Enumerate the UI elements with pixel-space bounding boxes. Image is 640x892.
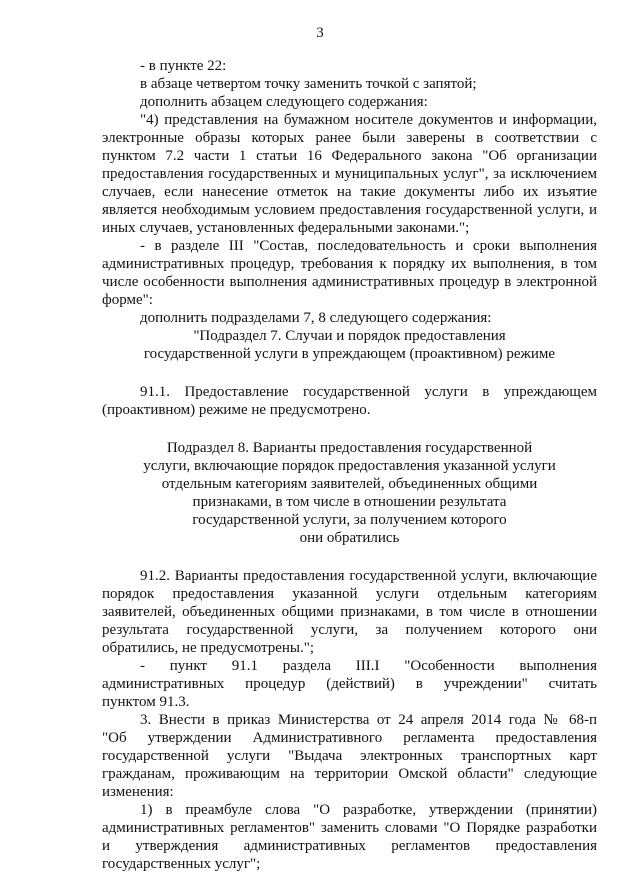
text-line: "Об утверждении Административного регламента предоставления	[102, 730, 597, 746]
text-line: дополнить подразделами 7, 8 следующего содержания:	[140, 310, 492, 326]
document-body	[102, 57, 597, 873]
heading-line: государственной услуги, за получением которого	[192, 512, 507, 528]
text-line: числе особенности выполнения административных процедур в электронной	[102, 274, 597, 290]
heading-line: государственной услуги в упреждающем (проактивном) режиме	[143, 346, 556, 362]
heading-line: отдельным категориям заявителей, объединенных общими	[161, 476, 538, 492]
text-line: - в разделе III "Состав, последовательность и сроки выполнения	[140, 238, 597, 254]
spacer	[102, 419, 597, 439]
text-line: предоставления государственных и муниципальных услуг", за исключением	[102, 166, 597, 182]
heading-line: услуги, включающие порядок предоставления указанной услуги	[143, 458, 556, 474]
text-line: обратились, не предусмотрены.";	[102, 640, 315, 656]
text-line: дополнить абзацем следующего содержания:	[140, 94, 428, 110]
text-line: государственных услуг";	[102, 856, 261, 872]
text-line: административных регламентов" заменить словами "О Порядке разработки	[102, 820, 597, 836]
text-line: является необходимым условием предоставления государственной услуги, и	[102, 202, 597, 218]
text-line: изменения:	[102, 784, 174, 800]
text-line: в абзаце четвертом точку заменить точкой с запятой;	[140, 76, 477, 92]
text-line: 3. Внести в приказ Министерства от 24 апреля 2014 года № 68-п	[140, 712, 597, 728]
text-line: порядок предоставления указанной услуги отдельным категориям	[102, 586, 597, 602]
text-line: 91.2. Варианты предоставления государственной услуги, включающие	[140, 568, 597, 584]
text-line: иных случаев, установленных федеральными законами.";	[102, 220, 470, 236]
text-line: 91.1. Предоставление государственной услуги в упреждающем	[140, 384, 597, 400]
text-line: результата государственной услуги, за получением которого они	[102, 622, 597, 638]
heading-line: признаками, в том числе в отношении результата	[192, 494, 507, 510]
text-line: "4) представления на бумажном носителе документов и информации,	[140, 112, 597, 128]
text-line: - пункт 91.1 раздела III.I "Особенности выполнения	[140, 658, 597, 674]
text-line: административных процедур, требования к порядку их выполнения, в том	[102, 256, 597, 272]
text-line: гражданам, проживающим на территории Омской области" следующие	[102, 766, 597, 782]
text-line: пунктом 91.3.	[102, 694, 190, 710]
text-line: электронные образы которых ранее были заверены в соответствии с	[102, 130, 597, 146]
text-line: случаев, если нанесение отметок на такие документы либо их изъятие	[102, 184, 597, 200]
text-line: - в пункте 22:	[140, 58, 227, 74]
text-line: форме":	[102, 292, 153, 308]
text-line: пунктом 7.2 части 1 статьи 16 Федерального закона "Об организации	[102, 148, 597, 164]
text-line: (проактивном) режиме не предусмотрено.	[102, 402, 371, 418]
text-line: государственной услуги "Выдача электронных транспортных карт	[102, 748, 597, 764]
spacer	[102, 363, 597, 383]
heading-line: они обратились	[299, 530, 400, 546]
text-line: заявителей, объединенных общими признаками, в том числе в отношении	[102, 604, 597, 620]
page-number: 3	[316, 25, 324, 41]
text-line: и утверждения административных регламентов предоставления	[102, 838, 597, 854]
text-line: 1) в преамбуле слова "О разработке, утверждении (принятии)	[140, 802, 597, 818]
heading-line: "Подраздел 7. Случаи и порядок предоставления	[193, 328, 506, 344]
text-line: административных процедур (действий) в учреждении" считать	[102, 676, 597, 692]
spacer	[102, 547, 597, 567]
heading-line: Подраздел 8. Варианты предоставления государственной	[166, 440, 533, 456]
